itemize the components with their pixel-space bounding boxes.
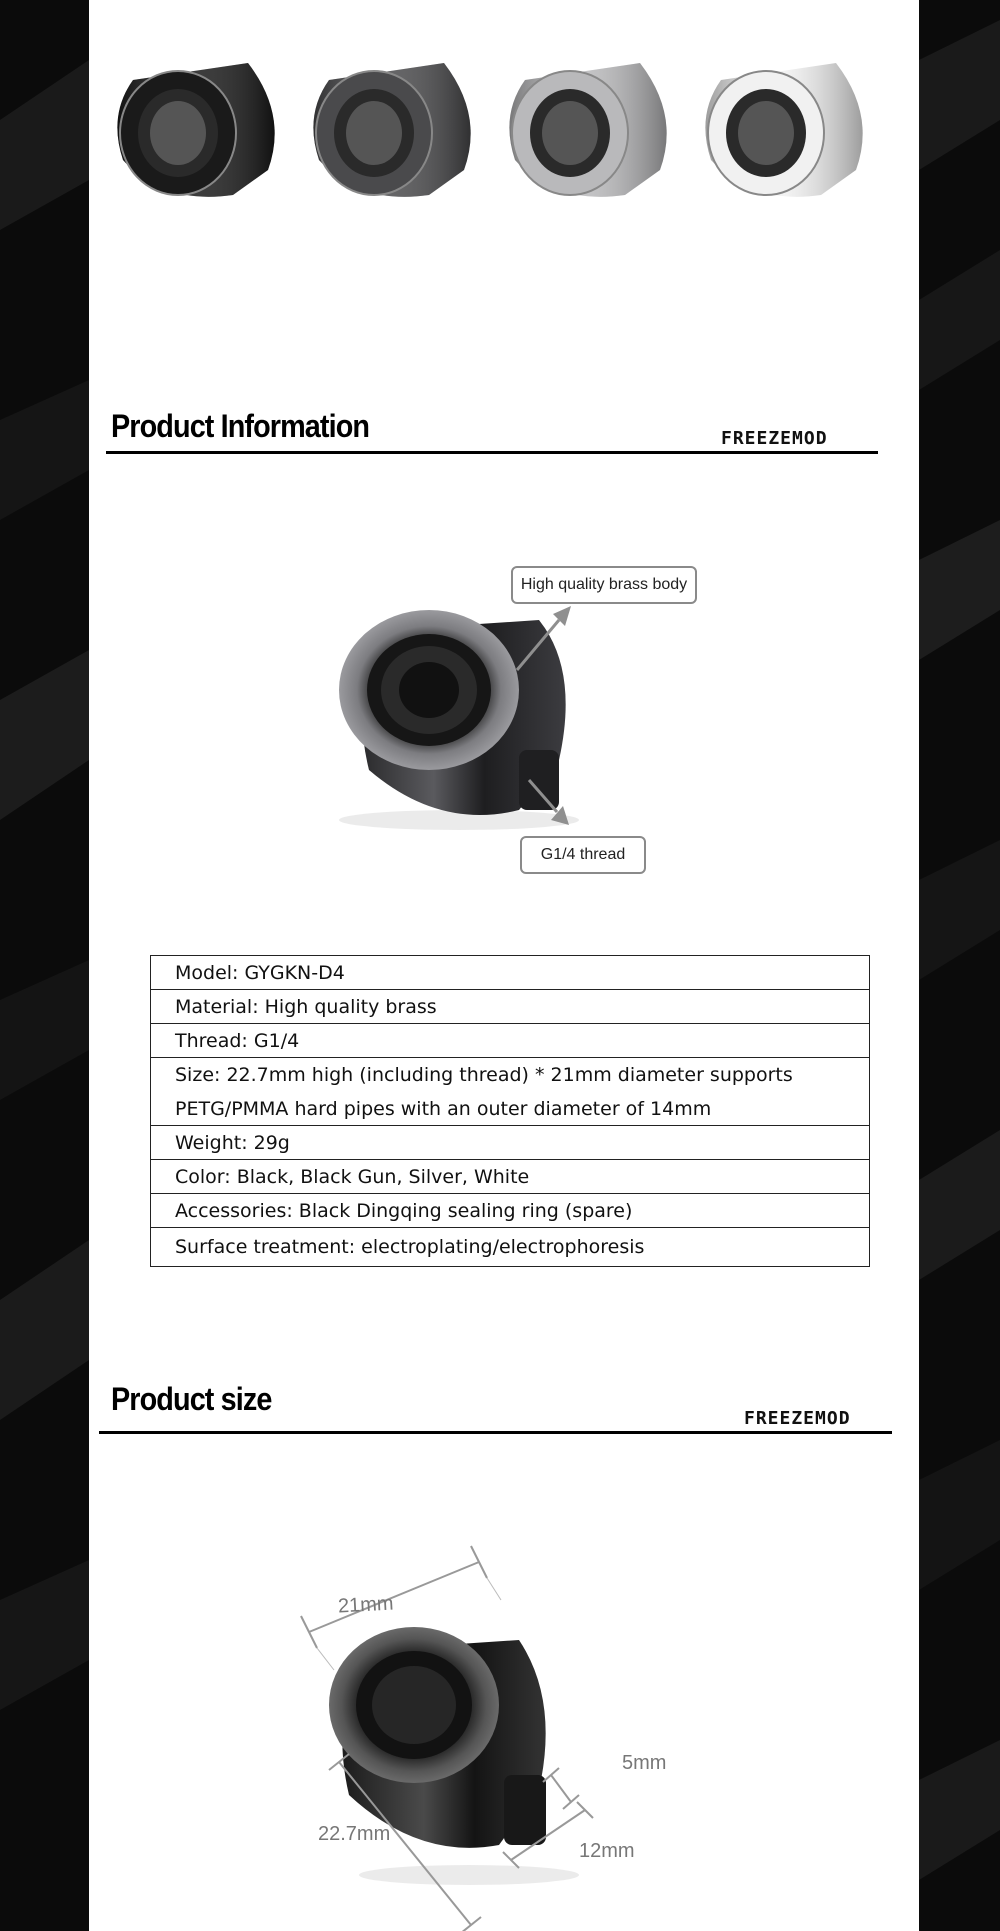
variant-fitting-silver — [509, 63, 666, 197]
variant-fitting-white — [705, 63, 862, 197]
variant-fitting-black — [117, 63, 274, 197]
dimension-thread-diameter: 12mm — [579, 1840, 635, 1862]
spec-accessories: Accessories: Black Dingqing sealing ring (spare) — [175, 1199, 633, 1222]
section-divider-2 — [99, 1431, 892, 1434]
product-size-title: Product size — [111, 1381, 272, 1417]
spec-row-model — [151, 956, 869, 990]
variant-fitting-black-gun — [313, 63, 470, 197]
callout-brass-body: High quality brass body — [511, 566, 697, 604]
spec-material: Material: High quality brass — [175, 995, 437, 1018]
content-panel — [89, 0, 919, 1931]
freezemod-logo-2: FREEZEMOD — [744, 1408, 851, 1429]
spec-size-line2: PETG/PMMA hard pipes with an outer diameter of 14mm — [175, 1097, 712, 1120]
spec-surface: Surface treatment: electroplating/electrophoresis — [175, 1236, 645, 1258]
spec-table — [150, 955, 870, 1267]
spec-row-size — [151, 1058, 869, 1126]
spec-weight: Weight: 29g — [175, 1131, 290, 1154]
dimension-diameter: 21mm — [337, 1592, 395, 1618]
spec-row-weight — [151, 1126, 869, 1160]
dimension-thread-length: 5mm — [622, 1752, 667, 1774]
product-information-title: Product Information — [111, 408, 370, 444]
spec-color: Color: Black, Black Gun, Silver, White — [175, 1165, 530, 1188]
spec-row-material — [151, 990, 869, 1024]
spec-model: Model: GYGKN-D4 — [175, 961, 345, 984]
dimension-height: 22.7mm — [318, 1823, 391, 1845]
freezemod-logo: FREEZEMOD — [721, 428, 828, 449]
callout-g14-thread: G1/4 thread — [520, 836, 646, 874]
spec-size-line1: Size: 22.7mm high (including thread) * 21mm diameter supports — [175, 1063, 793, 1086]
section-divider — [106, 451, 878, 454]
spec-thread: Thread: G1/4 — [175, 1029, 300, 1052]
spec-row-thread — [151, 1024, 869, 1058]
left-background-strip — [0, 0, 89, 1931]
right-background-strip — [919, 0, 1000, 1931]
color-variants-image — [89, 20, 919, 220]
spec-row-surface — [151, 1228, 869, 1266]
spec-row-color — [151, 1160, 869, 1194]
spec-row-accessories — [151, 1194, 869, 1228]
